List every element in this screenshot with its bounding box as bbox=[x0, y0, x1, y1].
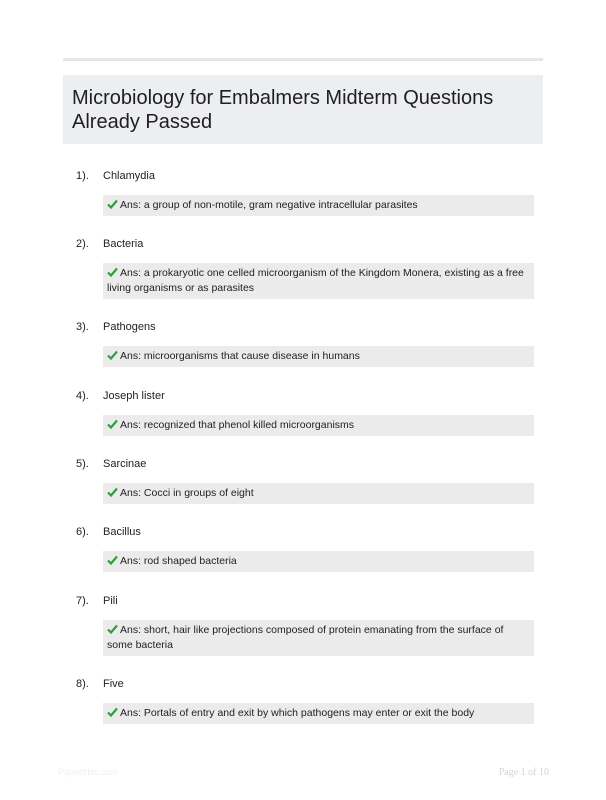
answer-box bbox=[103, 263, 534, 299]
question-text: Pili bbox=[103, 595, 118, 607]
answer-box bbox=[103, 551, 534, 572]
answer-text: Ans: a prokaryotic one celled microorganism of the Kingdom Monera, existing as a free living organisms or as parasites bbox=[107, 267, 524, 294]
question-number: 3). bbox=[76, 321, 89, 333]
question-number: 6). bbox=[76, 526, 89, 538]
footer-watermark: Papertrbic.com bbox=[58, 767, 119, 777]
answer-text: Ans: Portals of entry and exit by which pathogens may enter or exit the body bbox=[120, 707, 475, 719]
question-number: 7). bbox=[76, 595, 89, 607]
answer-text: Ans: a group of non-motile, gram negative intracellular parasites bbox=[120, 199, 418, 211]
question-text: Joseph lister bbox=[103, 390, 165, 402]
question-number: 2). bbox=[76, 238, 89, 250]
question-text: Sarcinae bbox=[103, 458, 147, 470]
answer-box bbox=[103, 483, 534, 504]
question-number: 4). bbox=[76, 390, 89, 402]
question-text: Five bbox=[103, 678, 124, 690]
answer-text: Ans: rod shaped bacteria bbox=[120, 555, 237, 567]
answer-box bbox=[103, 620, 534, 656]
check-icon bbox=[107, 419, 118, 429]
answer-box bbox=[103, 703, 534, 724]
answer-box bbox=[103, 415, 534, 436]
page-number: Page 1 of 10 bbox=[498, 767, 549, 778]
question-number: 5). bbox=[76, 458, 89, 470]
question-number: 1). bbox=[76, 170, 89, 182]
question-text: Bacillus bbox=[103, 526, 141, 538]
question-text: Pathogens bbox=[103, 321, 156, 333]
check-icon bbox=[107, 707, 118, 717]
answer-box bbox=[103, 195, 534, 216]
document-title: Microbiology for Embalmers Midterm Questions Already Passed bbox=[72, 87, 494, 133]
question-text: Bacteria bbox=[103, 238, 144, 250]
check-icon bbox=[107, 624, 118, 634]
question-text: Chlamydia bbox=[103, 170, 155, 182]
check-icon bbox=[107, 555, 118, 565]
answer-text: Ans: short, hair like projections composed of protein emanating from the surface of some bacteria bbox=[107, 624, 504, 651]
check-icon bbox=[107, 267, 118, 277]
answer-text: Ans: Cocci in groups of eight bbox=[120, 487, 254, 499]
answer-box bbox=[103, 346, 534, 367]
question-number: 8). bbox=[76, 678, 89, 690]
check-icon bbox=[107, 487, 118, 497]
answer-text: Ans: microorganisms that cause disease in humans bbox=[120, 350, 360, 362]
check-icon bbox=[107, 350, 118, 360]
check-icon bbox=[107, 199, 118, 209]
answer-text: Ans: recognized that phenol killed microorganisms bbox=[120, 419, 355, 431]
